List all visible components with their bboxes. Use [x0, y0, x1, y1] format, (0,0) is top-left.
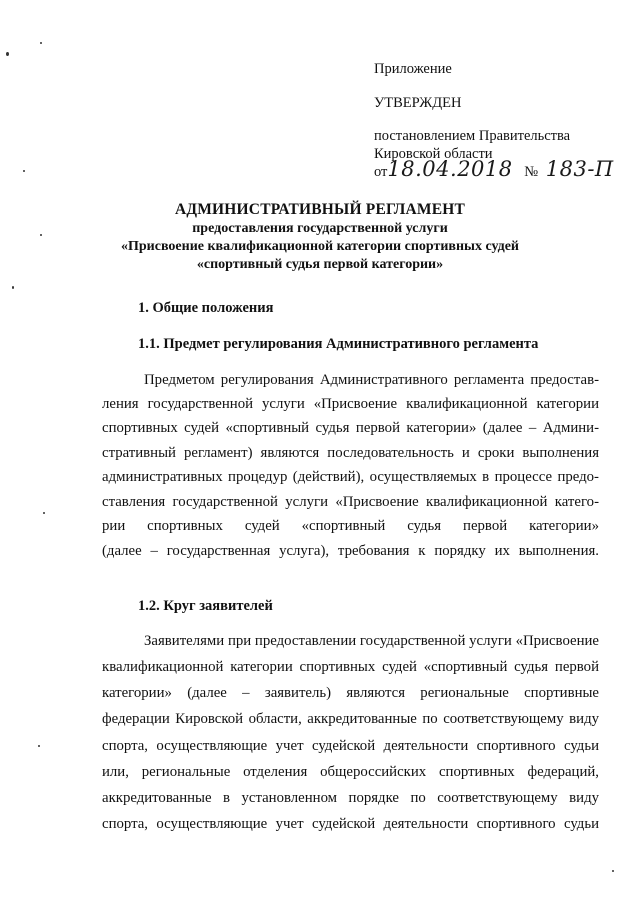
scan-speck [38, 745, 40, 747]
paragraph-1-2-line: Заявителями при предоставлении государственной услуги «Присвоение [144, 633, 599, 649]
decree-line-1: постановлением Правительства [374, 128, 571, 144]
paragraph-1-2-line: категории» (далее – заявитель) являются региональные спортивные [102, 685, 599, 701]
scan-speck [12, 286, 14, 289]
paragraph-1-1-line: спортивных судей «спортивный судья первой категории» (далее – Админи- [102, 420, 599, 436]
scan-speck [40, 234, 42, 236]
scan-speck [6, 52, 9, 56]
paragraph-1-2-line: федерации Кировской области, аккредитованные по соответствующему виду [102, 711, 599, 727]
document-title: АДМИНИСТРАТИВНЫЙ РЕГЛАМЕНТ [174, 201, 466, 218]
decree-line-2: Кировской области [374, 146, 493, 162]
approved-label: УТВЕРЖДЕН [374, 95, 462, 111]
number-prefix: № [524, 164, 539, 180]
scan-speck [43, 512, 45, 514]
scan-speck [40, 42, 42, 44]
title-line-4: «спортивный судья первой категории» [196, 257, 444, 272]
scan-speck [23, 170, 25, 172]
handwritten-number: 183-П [545, 157, 614, 181]
paragraph-1-1-line: стративный регламент) являются последовательность и сроки выполнения [102, 445, 599, 461]
scan-speck [612, 870, 614, 872]
section-1-heading: 1. Общие положения [138, 300, 274, 316]
appendix-label: Приложение [374, 61, 452, 77]
paragraph-1-1-line: (далее – государственная услуга), требования к порядку их выполнения. [102, 543, 599, 559]
paragraph-1-2-line: квалификационной категории спортивных судей «спортивный судья первой [102, 659, 599, 675]
title-line-2: предоставления государственной услуги [192, 221, 448, 236]
paragraph-1-2-line: или, региональные отделения общероссийских спортивных федераций, [102, 764, 599, 780]
section-1-1-heading: 1.1. Предмет регулирования Административного регламента [138, 336, 539, 352]
paragraph-1-1-line: ления государственной услуги «Присвоение квалификационной категории [102, 396, 599, 412]
title-line-3: «Присвоение квалификационной категории спортивных судей [121, 239, 519, 254]
decree-date-line [374, 157, 614, 181]
section-1-2-heading: 1.2. Круг заявителей [138, 598, 273, 614]
paragraph-1-2-line: спорта, осуществляющие учет судейской деятельности спортивного судьи [102, 816, 599, 832]
date-prefix: от [374, 164, 388, 180]
paragraph-1-2-line: аккредитованные в установленном порядке по соответствующему виду [102, 790, 599, 806]
paragraph-1-1-line: рии спортивных судей «спортивный судья первой категории» [102, 518, 599, 534]
paragraph-1-1-line: административных процедур (действий), осуществляемых в процессе предо- [102, 469, 599, 485]
paragraph-1-2-line: спорта, осуществляющие учет судейской деятельности спортивного судьи [102, 738, 599, 754]
paragraph-1-1-line: Предметом регулирования Административного регламента предостав- [144, 372, 599, 388]
handwritten-date: 18.04.2018 [387, 157, 513, 181]
paragraph-1-1-line: ставления государственной услуги «Присвоение квалификационной катего- [102, 494, 599, 510]
